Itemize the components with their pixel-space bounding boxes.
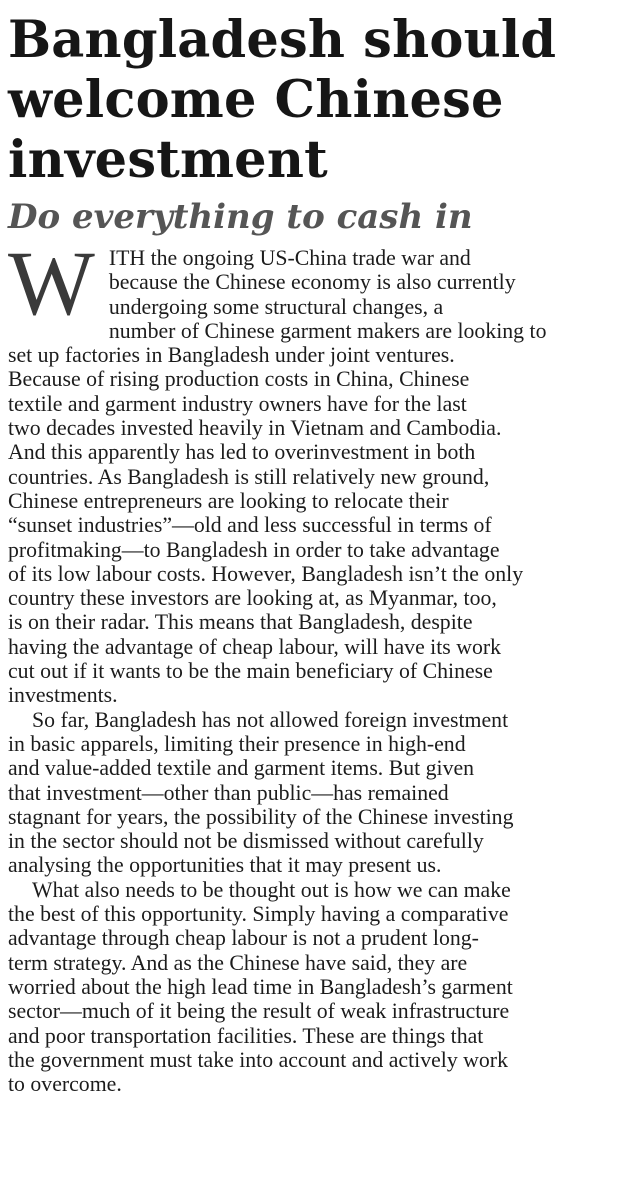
article-body [8,232,611,1097]
paragraph-2: So far, Bangladesh has not allowed foreign investment in basic apparels, limiting their presence in high-end and value-added textile and garment items. But given that investment—other than public—has remained stagnant for years, the possibility of the Chinese investing in the sector should not be dismissed without carefully analysing the opportunities that it may present us. [8,707,514,878]
paragraph-1 [8,232,611,708]
headline: Bangladesh should welcome Chinese investment [8,10,557,190]
drop-cap: W [8,232,95,334]
paragraph-1-text: ITH the ongoing US-China trade war and because the Chinese economy is also currently undergoing some structural changes, a number of Chinese garment makers are looking to set up factories in Bangladesh under joint ventures. Because of rising production costs in China, Chinese textile and garment industry owners have for the last two decades invested heavily in Vietnam and Cambodia. And this apparently has led to overinvestment in both countries. As Bangladesh is still relatively new ground, Chinese entrepreneurs are looking to relocate their “sunset industries”—old and less successful in terms of profitmaking—to Bangladesh in order to take advantage of its low labour costs. However, Bangladesh isn’t the only country these investors are looking at, as Myanmar, too, is on their radar. This means that Bangladesh, despite having the advantage of cheap labour, will have its work cut out if it wants to be the main beneficiary of Chinese investments. [8,246,547,708]
paragraph-3: What also needs to be thought out is how we can make the best of this opportunity. Simply having a comparative advantage through cheap labour is not a prudent long- term strategy. And as the Chinese have said, they are worried about the high lead time in Bangladesh’s garment sector—much of it being the result of weak infrastructure and poor transportation facilities. These are things that the government must take into account and actively work to overcome. [8,877,513,1097]
subhead: Do everything to cash in [8,197,473,237]
